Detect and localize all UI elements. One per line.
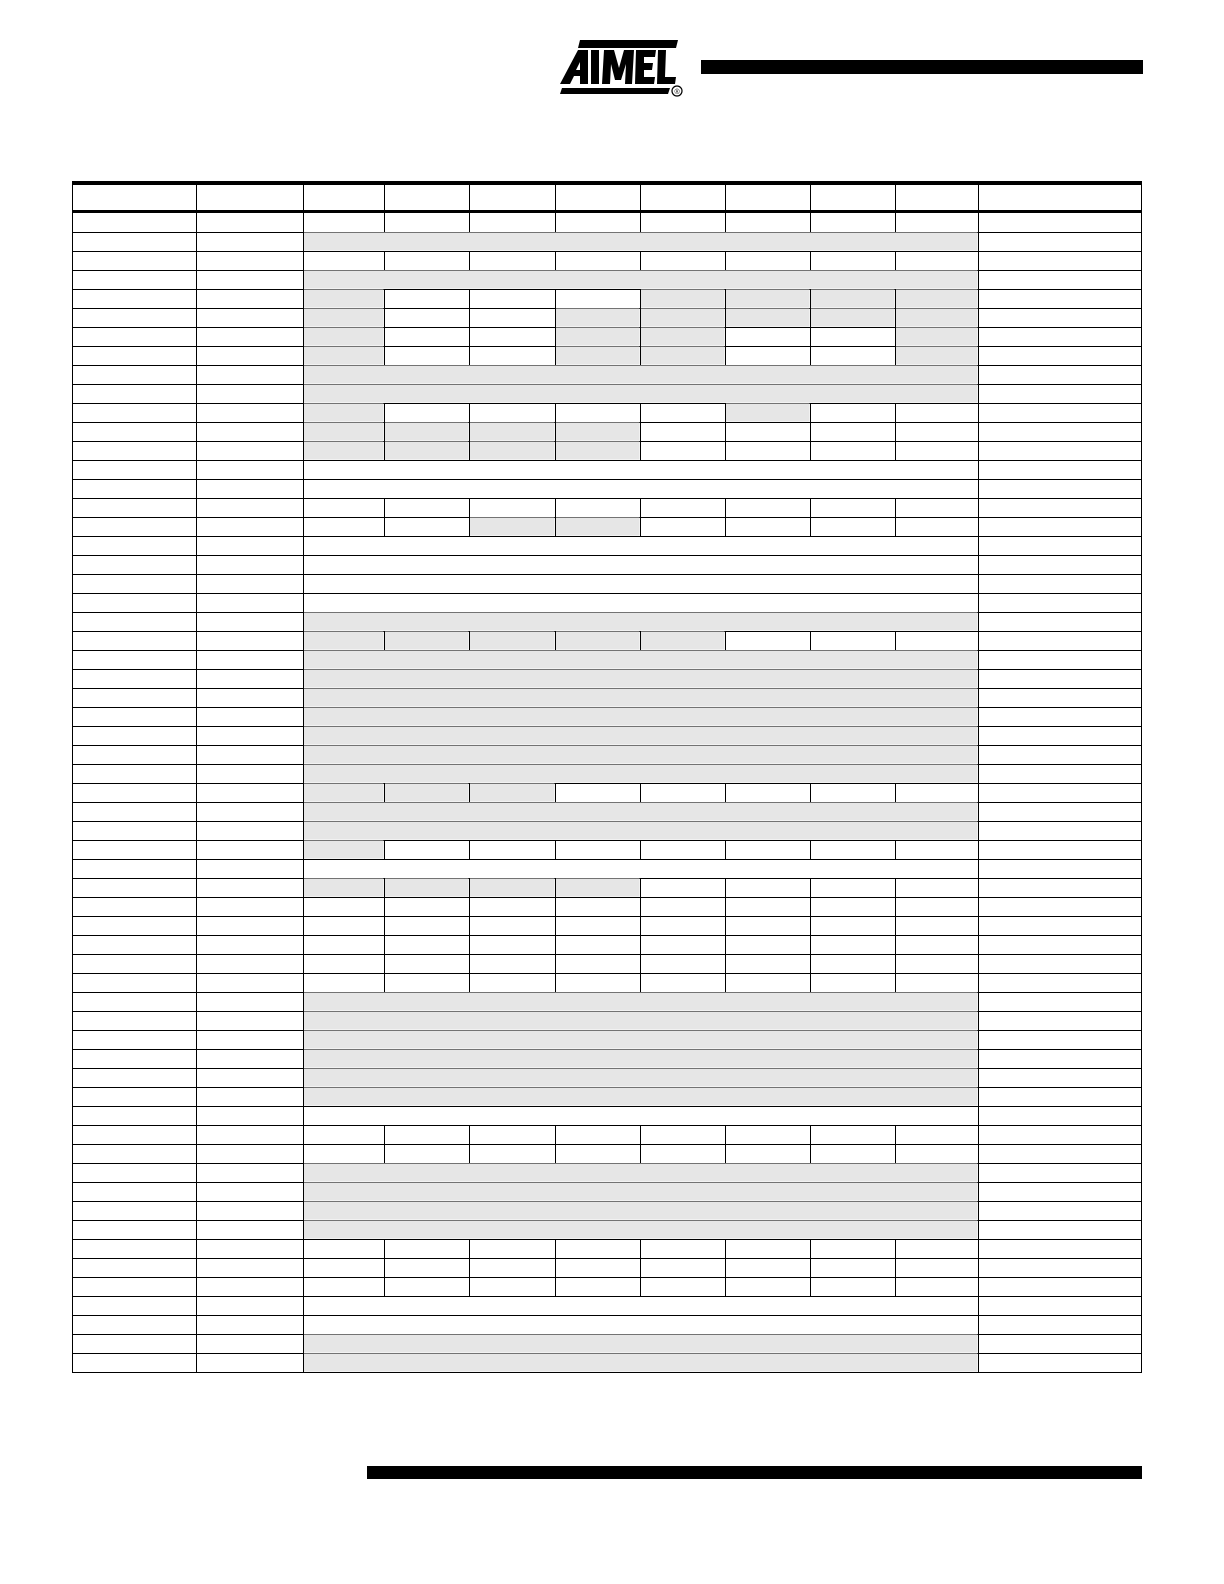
reserved-bit-cell — [641, 347, 725, 365]
reserved-span-cell — [304, 271, 978, 289]
reserved-span-cell — [304, 822, 978, 840]
reserved-bit-cell — [385, 423, 469, 441]
reserved-span-cell — [304, 651, 978, 669]
reserved-bit-cell — [641, 328, 725, 346]
atmel-logo-mark — [558, 36, 688, 98]
reserved-bit-cell — [726, 290, 810, 308]
reserved-bit-cell — [470, 423, 555, 441]
reserved-bit-cell — [726, 309, 810, 327]
reserved-bit-cell — [726, 404, 810, 422]
reserved-span-cell — [304, 746, 978, 764]
reserved-bit-cell — [385, 879, 469, 897]
reserved-bit-cell — [470, 879, 555, 897]
reserved-bit-cell — [304, 328, 384, 346]
reserved-bit-cell — [304, 632, 384, 650]
reserved-bit-cell — [896, 328, 978, 346]
reserved-bit-cell — [641, 632, 725, 650]
reserved-span-cell — [304, 1050, 978, 1068]
reserved-span-cell — [304, 1335, 978, 1353]
reserved-span-cell — [304, 1012, 978, 1030]
reserved-span-cell — [304, 1183, 978, 1201]
table-header-bottom-rule — [72, 210, 1142, 213]
reserved-bit-cell — [556, 442, 640, 460]
footer-rule — [367, 1466, 1142, 1479]
reserved-span-cell — [304, 689, 978, 707]
reserved-bit-cell — [304, 423, 384, 441]
reserved-bit-cell — [811, 309, 895, 327]
reserved-bit-cell — [470, 632, 555, 650]
reserved-bit-cell — [556, 347, 640, 365]
atmel-logo — [558, 36, 688, 98]
reserved-bit-cell — [304, 784, 384, 802]
reserved-bit-cell — [470, 518, 555, 536]
reserved-span-cell — [304, 727, 978, 745]
reserved-span-cell — [304, 233, 978, 251]
reserved-span-cell — [304, 366, 978, 384]
reserved-span-cell — [304, 708, 978, 726]
reserved-span-cell — [304, 670, 978, 688]
reserved-bit-cell — [385, 442, 469, 460]
reserved-span-cell — [304, 1221, 978, 1239]
reserved-bit-cell — [556, 518, 640, 536]
reserved-span-cell — [304, 1088, 978, 1106]
reserved-span-cell — [304, 1164, 978, 1182]
reserved-bit-cell — [811, 290, 895, 308]
reserved-bit-cell — [896, 347, 978, 365]
reserved-bit-cell — [304, 841, 384, 859]
reserved-span-cell — [304, 1354, 978, 1372]
reserved-span-cell — [304, 765, 978, 783]
reserved-bit-cell — [556, 309, 640, 327]
reserved-bit-cell — [470, 442, 555, 460]
reserved-span-cell — [304, 1202, 978, 1220]
table-grid — [72, 181, 1142, 1378]
reserved-bit-cell — [304, 309, 384, 327]
reserved-bit-cell — [470, 784, 555, 802]
header-rule — [701, 60, 1143, 74]
reserved-span-cell — [304, 385, 978, 403]
reserved-bit-cell — [641, 309, 725, 327]
reserved-bit-cell — [896, 290, 978, 308]
reserved-bit-cell — [556, 879, 640, 897]
reserved-bit-cell — [304, 442, 384, 460]
svg-text:®: ® — [674, 89, 680, 96]
reserved-bit-cell — [556, 632, 640, 650]
reserved-bit-cell — [556, 423, 640, 441]
reserved-span-cell — [304, 1069, 978, 1087]
reserved-bit-cell — [304, 404, 384, 422]
reserved-bit-cell — [304, 879, 384, 897]
reserved-span-cell — [304, 613, 978, 631]
register-summary-table — [72, 181, 1142, 1378]
reserved-bit-cell — [304, 347, 384, 365]
reserved-span-cell — [304, 993, 978, 1011]
reserved-bit-cell — [896, 309, 978, 327]
reserved-span-cell — [304, 1031, 978, 1049]
reserved-bit-cell — [385, 784, 469, 802]
reserved-bit-cell — [641, 290, 725, 308]
reserved-span-cell — [304, 803, 978, 821]
reserved-bit-cell — [304, 290, 384, 308]
reserved-bit-cell — [556, 328, 640, 346]
reserved-bit-cell — [385, 632, 469, 650]
table-header-top-rule — [72, 181, 1142, 185]
